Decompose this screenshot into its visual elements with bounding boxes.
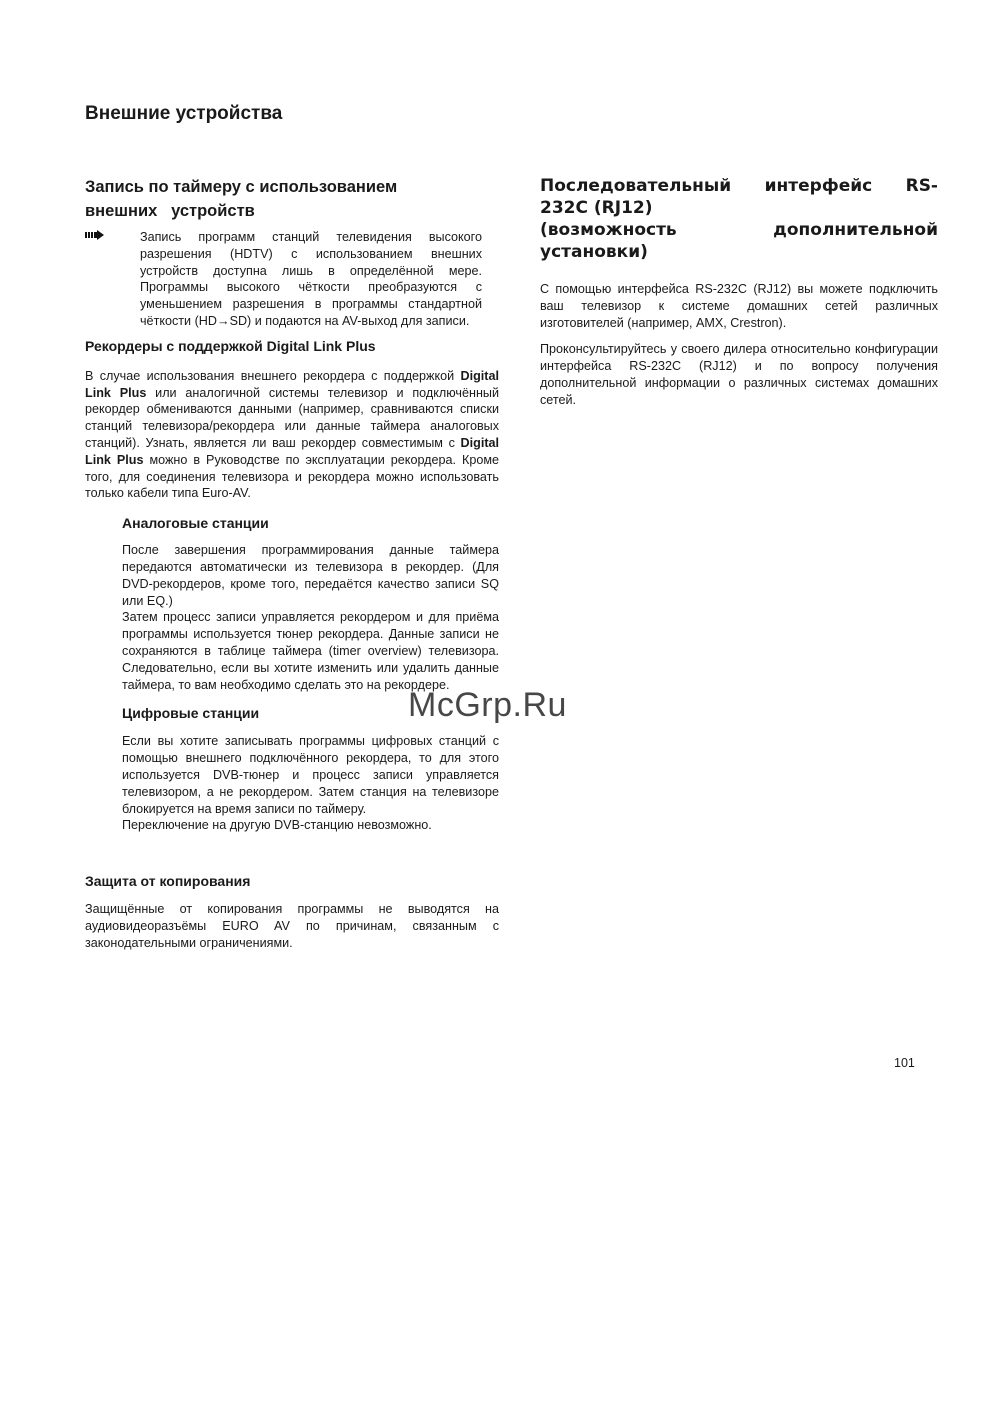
- timer-heading-line2: внешних устройств: [85, 202, 255, 220]
- digital-text-1: Если вы хотите записывать программы цифровых станций с помощью внешнего подключённого рекордера, то для этого используется DVB-тюнер и процесс записи управляется телевизором, а не рекордером. Затем станция на телевизоре блокируется на время записи по таймеру.: [122, 734, 499, 816]
- analog-heading: Аналоговые станции: [122, 515, 269, 532]
- page-number: 101: [894, 1056, 915, 1070]
- copy-protection-heading: Защита от копирования: [85, 873, 251, 890]
- page-title: Внешние устройства: [85, 103, 283, 124]
- recorders-text-1: В случае использования внешнего рекордера с поддержкой: [85, 368, 455, 383]
- digital-text-2: Переключение на другую DVB-станцию невозможно.: [122, 818, 432, 833]
- rs232-heading: [540, 175, 938, 263]
- digital-heading: Цифровые станции: [122, 705, 260, 722]
- digital-link-plus-2: Digital Link Plus: [85, 435, 500, 467]
- recorders-heading: Рекордеры с поддержкой Digital Link Plus: [85, 337, 376, 354]
- digital-link-plus-1: Digital Link Plus: [85, 368, 499, 400]
- timer-recording-heading: [85, 175, 499, 223]
- recorders-text-3: можно в Руководстве по эксплуатации рекордера. Кроме того, для соединения телевизора и рекордера можно использовать только кабели типа Euro-AV.: [85, 452, 500, 501]
- rs232-heading-line4: установки): [540, 242, 648, 262]
- rs232-heading-line3: (возможность дополнительной: [540, 220, 938, 240]
- rs232-text-2: Проконсультируйтесь у своего дилера относительно конфигурации интерфейса RS-232C (RJ12) и по вопросу получения дополнительной информации о различных системах домашних сетей.: [540, 342, 938, 407]
- analog-text-1: После завершения программирования данные таймера передаются автоматически из телевизора в рекордер. (Для DVD-рекордеров, кроме того, передаётся качество записи SQ или EQ.): [122, 543, 499, 608]
- arrow-note-icon: [85, 229, 140, 330]
- rs232-heading-line2: 232C (RJ12): [540, 198, 653, 218]
- rs232-heading-line1: Последовательный интерфейс RS-: [540, 176, 938, 196]
- rs232-text-1: С помощью интерфейса RS-232C (RJ12) вы можете подключить ваш телевизор к системе домашних сетей различных изготовителей (например, AMX, Crestron).: [540, 282, 938, 330]
- analog-text-2: Затем процесс записи управляется рекордером и для приёма программы используется тюнер рекордера. Данные записи не сохраняются в таблице таймера (timer overview) телевизора. Следовательно, если вы хотите изменить или удалить данные таймера, то вам необходимо сделать это на рекордере.: [122, 610, 499, 692]
- hdtv-note: [85, 229, 499, 330]
- hdtv-note-text: Запись программ станций телевидения высокого разрешения (HDTV) с использованием внешних устройств доступна лишь в определённой мере. Программы высокого чёткости преобразуются с уменьшением разрешения в программы стандартной чёткости (HD→SD) и подаются на AV-выход для записи.: [140, 230, 482, 328]
- analog-section: [122, 514, 499, 834]
- left-column: [85, 175, 499, 952]
- timer-heading-line1: Запись по таймеру с использованием: [85, 178, 398, 196]
- right-column: [540, 175, 938, 409]
- recorders-text-2: или аналогичной системы телевизор и подключённый рекордер обмениваются данными (например, сравниваются списки станций телевизора/рекордера или данные таймера аналоговых станций). Узнать, является ли ваш рекордер совместимым с: [85, 385, 499, 450]
- recorders-paragraph: [85, 368, 499, 502]
- watermark: McGrp.Ru: [408, 686, 567, 724]
- copy-protection-text: Защищённые от копирования программы не выводятся на аудиовидеоразъёмы EURO AV по причинам, связанным с законодательными ограничениями.: [85, 902, 499, 950]
